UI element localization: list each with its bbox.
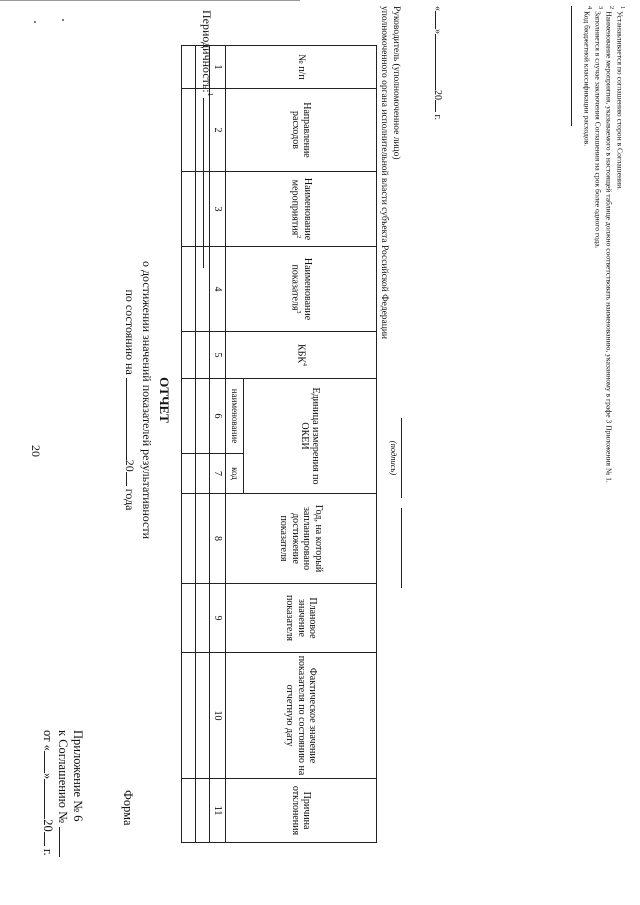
- table-cell[interactable]: [196, 332, 210, 379]
- footnote-rule: [571, 6, 572, 126]
- agreement-number-field[interactable]: [59, 827, 70, 857]
- table-cell[interactable]: [182, 779, 196, 843]
- footnote-num: 3: [596, 6, 604, 10]
- appendix-block: [40, 730, 85, 857]
- header-event-note: 2: [295, 235, 302, 239]
- date-close: »: [432, 29, 443, 34]
- footnote-num: 1: [619, 6, 626, 10]
- header-event-label: Наименование мероприятия: [289, 177, 313, 241]
- date-open: «: [432, 6, 443, 11]
- agreement-number-label: к Соглашению №: [56, 730, 70, 824]
- header-kbk-note: 4: [300, 363, 307, 367]
- footnote: [593, 6, 604, 706]
- table-cell[interactable]: [196, 379, 210, 454]
- footnote-num: 4: [585, 6, 593, 10]
- agreement-day-field[interactable]: [44, 751, 55, 773]
- table-cell[interactable]: [196, 454, 210, 494]
- col-number: 3: [210, 172, 226, 247]
- header-unit-code: код: [226, 454, 244, 494]
- report-title: ОТЧЕТ: [157, 377, 172, 423]
- col-number: 4: [210, 247, 226, 332]
- header-event: [226, 172, 377, 247]
- table-cell[interactable]: [182, 379, 196, 454]
- date-suffix: г.: [432, 114, 443, 120]
- col-number: 7: [210, 454, 226, 494]
- footnote-text: Наименование мероприятия, указываемого в настоящей таблице должно соответствовать наименованию, указанному в графе 3 Приложения № 1.: [604, 11, 614, 483]
- header-kbk: [226, 332, 377, 379]
- footnote-text: Код бюджетной классификации расходов.: [582, 11, 592, 147]
- date-line: [432, 6, 446, 120]
- date-day-field[interactable]: [435, 11, 446, 29]
- table-row: [196, 46, 210, 843]
- table-cell[interactable]: [182, 653, 196, 779]
- footnote: [615, 6, 626, 706]
- agreement-year-field[interactable]: [44, 832, 55, 846]
- table-cell[interactable]: [196, 46, 210, 89]
- table-row: [182, 46, 196, 843]
- signature-organ: уполномоченного органа исполнительной власти субъекта Российской Федерации: [379, 6, 389, 340]
- table-cell[interactable]: [182, 46, 196, 89]
- header-indicator-label: Наименование показателя: [289, 257, 313, 321]
- footnote: [604, 6, 615, 706]
- agreement-month-field[interactable]: [44, 779, 55, 819]
- signature-block: [378, 6, 402, 339]
- as-of-date-field[interactable]: [126, 378, 138, 460]
- footnote: [582, 6, 593, 706]
- table-cell[interactable]: [182, 247, 196, 332]
- agreement-date-year: 20: [41, 819, 55, 832]
- header-fact: Фактическое значение показателя по состоянию на отчетную дату: [226, 653, 377, 779]
- footnotes: [582, 6, 626, 706]
- header-indicator: [226, 247, 377, 332]
- header-indicator-note: 3: [295, 310, 302, 314]
- table-cell[interactable]: [196, 172, 210, 247]
- report-as-of: [122, 200, 138, 600]
- col-number: 11: [210, 779, 226, 843]
- signature-line[interactable]: [401, 418, 402, 498]
- as-of-label: по состоянию на: [123, 289, 137, 375]
- table-cell[interactable]: [182, 332, 196, 379]
- form-label: Форма: [121, 790, 135, 826]
- header-kbk-label: КБК: [295, 343, 307, 364]
- table-cell[interactable]: [182, 494, 196, 584]
- header-direction: Направление расходов: [226, 89, 377, 172]
- footnote-text: Заполняется в случае заключения Соглашения на срок более одного года.: [593, 11, 603, 249]
- page-number: 20: [29, 445, 43, 457]
- signature-role: Руководитель (уполномоченное лицо): [391, 6, 401, 160]
- col-number: 5: [210, 332, 226, 379]
- table-cell[interactable]: [182, 584, 196, 653]
- date-month-field[interactable]: [435, 34, 446, 90]
- agreement-date-close: »: [41, 772, 55, 780]
- indicators-table: [181, 45, 377, 843]
- table-cell[interactable]: [196, 584, 210, 653]
- as-of-suffix: года: [123, 488, 137, 511]
- table-cell[interactable]: [182, 89, 196, 172]
- header-unit-name: наименование: [226, 379, 244, 454]
- col-number: 8: [210, 494, 226, 584]
- date-year-field[interactable]: [435, 100, 446, 112]
- table-cell[interactable]: [182, 172, 196, 247]
- footnote-text: Устанавливается по соглашению сторон в Соглашении.: [615, 11, 625, 191]
- table-cell[interactable]: [196, 247, 210, 332]
- col-number: 9: [210, 584, 226, 653]
- table-cell[interactable]: [182, 454, 196, 494]
- table-cell[interactable]: [196, 653, 210, 779]
- header-num: № п/п: [226, 46, 377, 89]
- as-of-year-field[interactable]: [126, 472, 138, 486]
- agreement-number-line: [55, 730, 70, 857]
- as-of-year: 20: [123, 459, 137, 472]
- col-number: 10: [210, 653, 226, 779]
- header-year: Год, на который запланировано достижение показателя: [226, 494, 377, 584]
- periodicity-label: Периодичность:: [200, 10, 214, 93]
- table-cell[interactable]: [196, 779, 210, 843]
- table-cell[interactable]: [196, 89, 210, 172]
- agreement-date-suffix: г.: [41, 848, 55, 856]
- date-year: 20: [432, 90, 443, 100]
- column-numbers-row: [210, 46, 226, 843]
- col-number: 2: [210, 89, 226, 172]
- header-unit: Единица измерения по ОКЕИ: [244, 379, 377, 494]
- appendix-title: Приложение № 6: [71, 730, 85, 822]
- agreement-date-open: от «: [41, 730, 55, 751]
- header-row: [244, 46, 377, 843]
- col-number: 1: [210, 46, 226, 89]
- signature-caption: (подпись): [389, 440, 399, 476]
- table-cell[interactable]: [196, 494, 210, 584]
- periodicity-note: 1: [206, 92, 214, 97]
- footnote-num: 2: [607, 6, 615, 10]
- col-number: 6: [210, 379, 226, 454]
- header-plan: Плановое значение показателя: [226, 584, 377, 653]
- agreement-date-line: [40, 730, 55, 857]
- name-line[interactable]: [401, 508, 402, 588]
- header-reason: Причина отклонения: [226, 779, 377, 843]
- report-subtitle: о достижении значений показателей результативности: [140, 260, 154, 540]
